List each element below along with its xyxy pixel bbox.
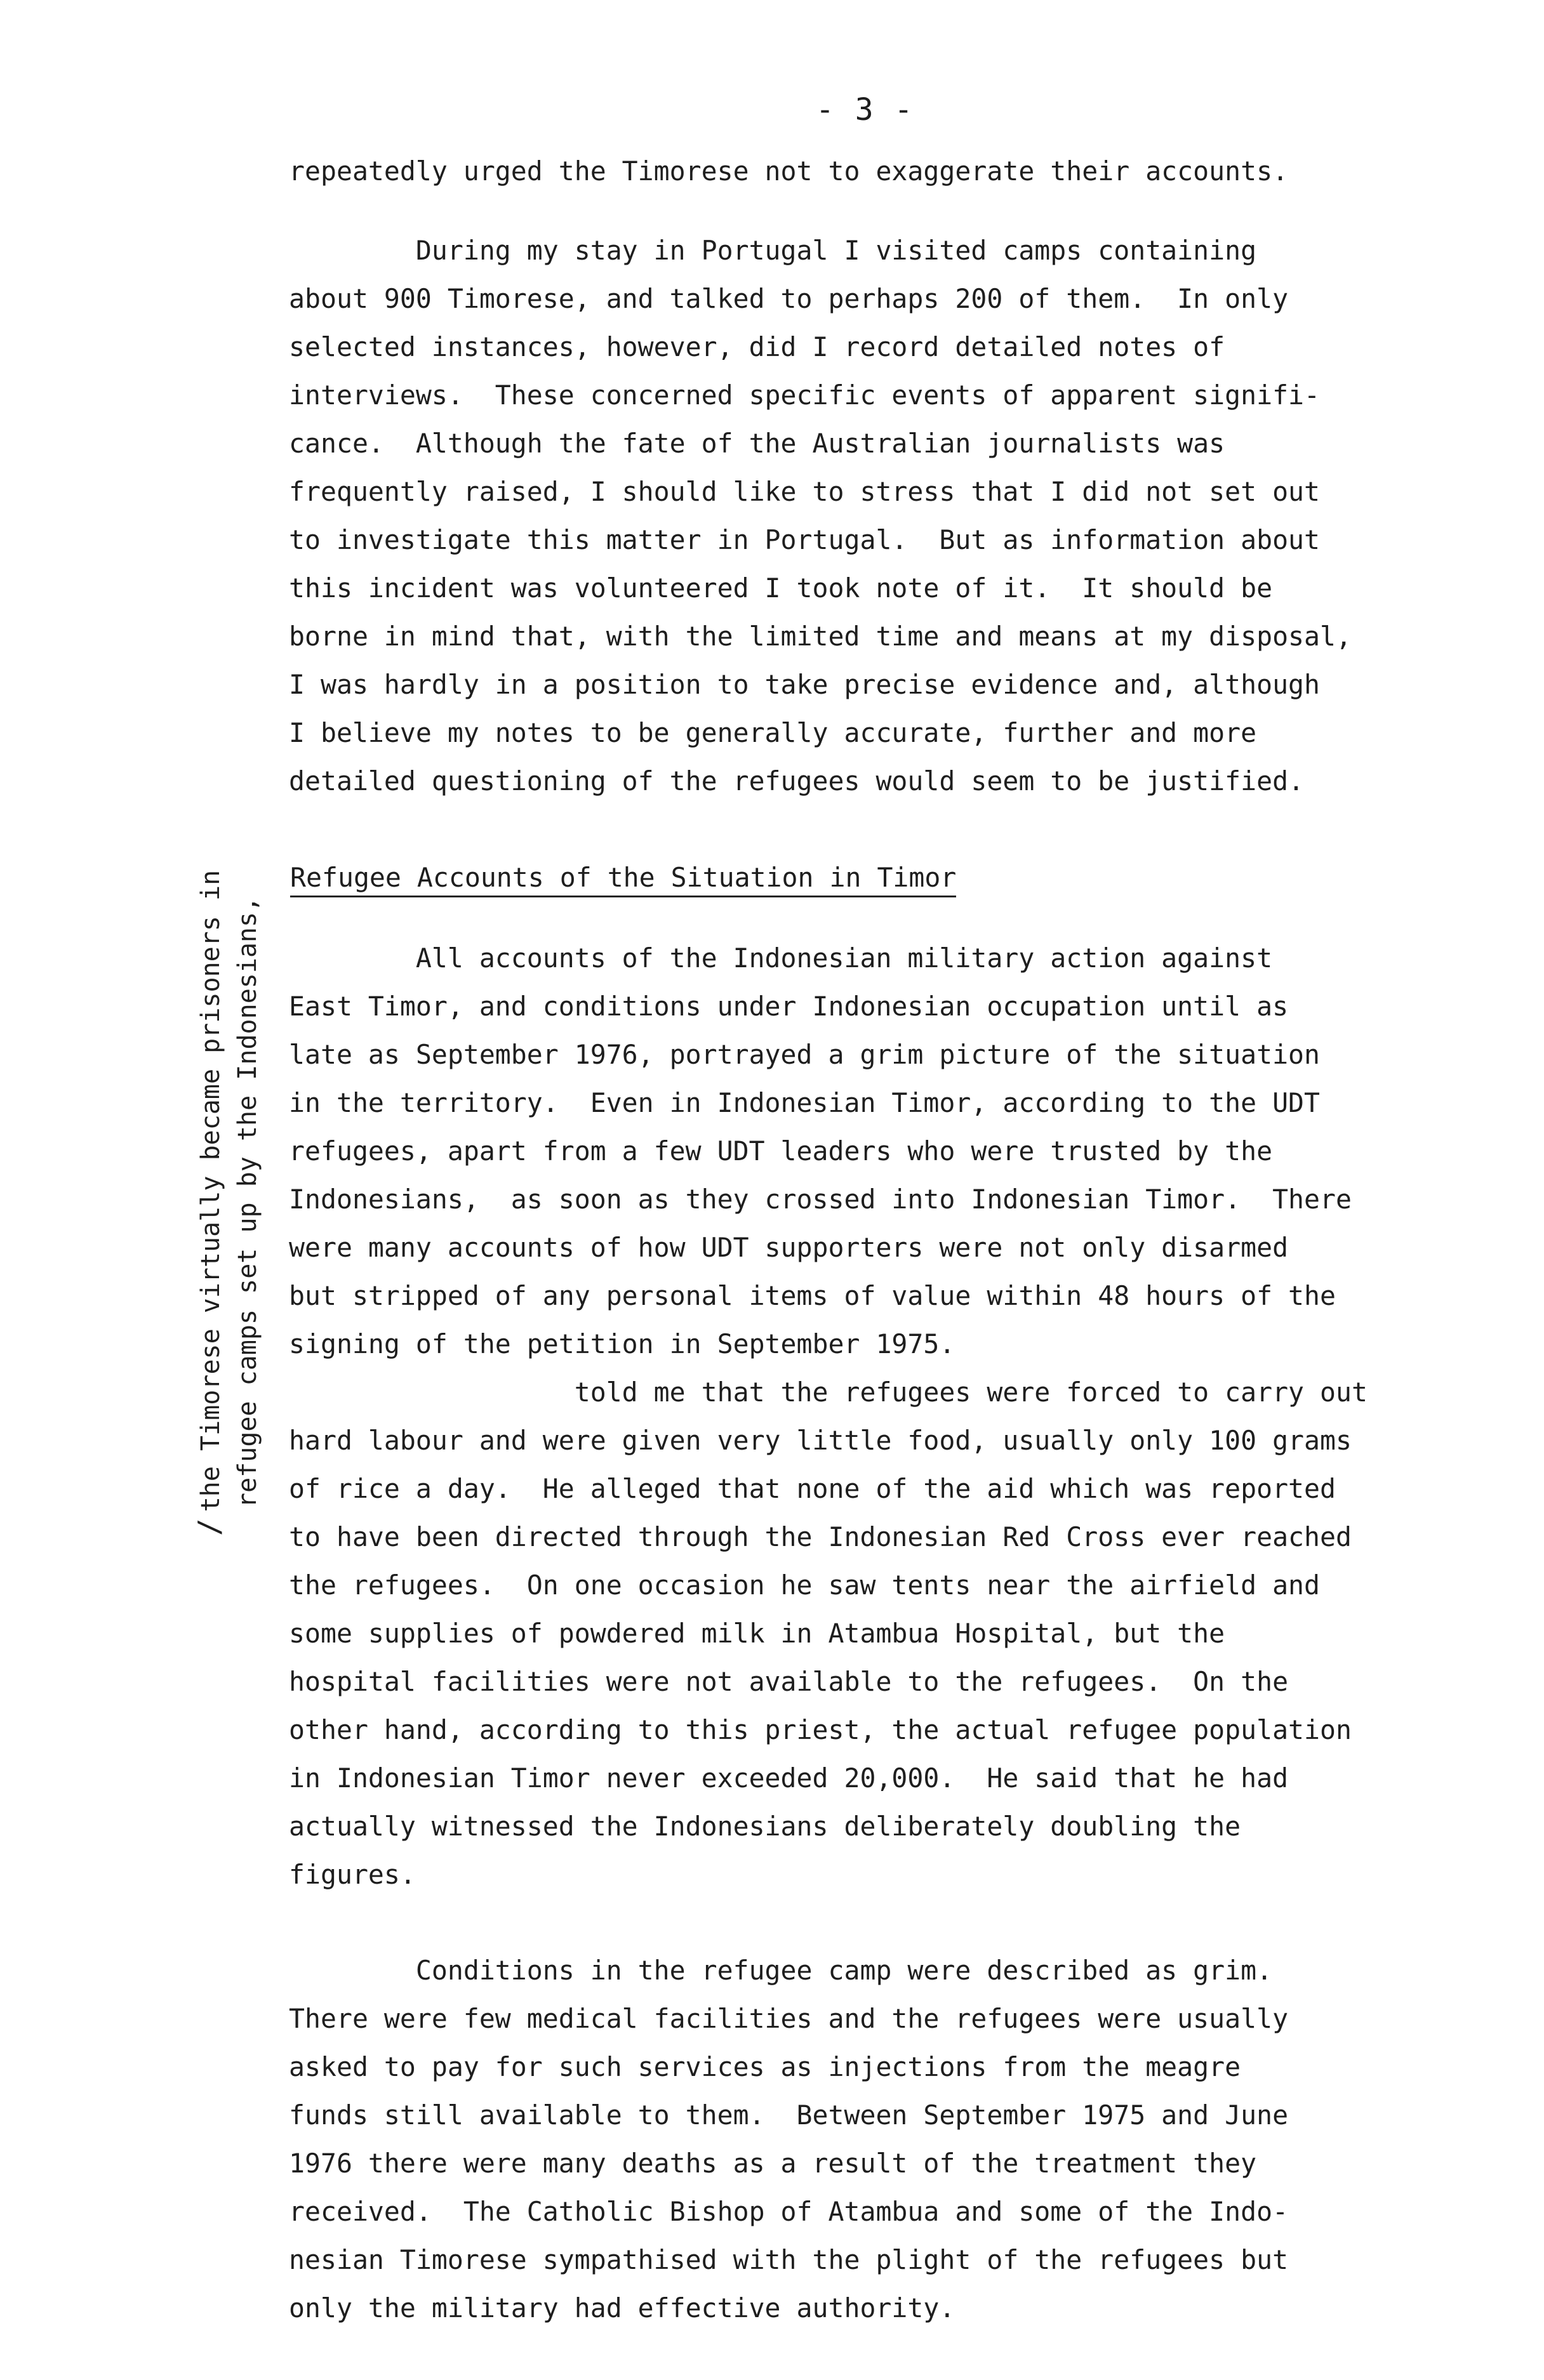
text-line: in Indonesian Timor never exceeded 20,000. He said that he had xyxy=(289,1762,1289,1794)
text-line: only the military had effective authority. xyxy=(289,2292,955,2324)
text-line: figures. xyxy=(289,1859,416,1890)
text-line: There were few medical facilities and the refugees were usually xyxy=(289,2003,1289,2034)
intro-line: repeatedly urged the Timorese not to exaggerate their accounts. xyxy=(289,155,1289,187)
text-line: signing of the petition in September 1975. xyxy=(289,1328,955,1359)
text-line: asked to pay for such services as injections from the meagre xyxy=(289,2051,1241,2082)
text-line: I was hardly in a position to take precise evidence and, although xyxy=(289,669,1321,700)
text-line: late as September 1976, portrayed a grim picture of the situation xyxy=(289,1039,1321,1070)
text-line: funds still available to them. Between September 1975 and June xyxy=(289,2099,1289,2131)
text-line: Indonesians, as soon as they crossed into Indonesian Timor. There xyxy=(289,1184,1352,1215)
page-number: - 3 - xyxy=(816,92,914,128)
insertion-mark: / xyxy=(192,1518,226,1536)
text-line: detailed questioning of the refugees would seem to be justified. xyxy=(289,765,1305,797)
text-line: to have been directed through the Indonesian Red Cross ever reached xyxy=(289,1521,1352,1552)
text-line: frequently raised, I should like to stress that I did not set out xyxy=(289,476,1321,507)
text-line: Conditions in the refugee camp were described as grim. xyxy=(289,1955,1273,1986)
section-heading: Refugee Accounts of the Situation in Timor xyxy=(290,862,956,897)
text-line: During my stay in Portugal I visited camps containing xyxy=(289,235,1257,266)
text-line: to investigate this matter in Portugal. But as information about xyxy=(289,524,1321,555)
text-line: hard labour and were given very little food, usually only 100 grams xyxy=(289,1425,1352,1456)
text-line: in the territory. Even in Indonesian Timor, according to the UDT xyxy=(289,1087,1321,1118)
text-line: but stripped of any personal items of value within 48 hours of the xyxy=(289,1280,1336,1311)
margin-annotation-line-1: /the Timorese virtually became prisoners in xyxy=(192,869,226,1536)
margin-annotation-line-2: refugee camps set up by the Indonesians, xyxy=(233,896,262,1508)
text-line: actually witnessed the Indonesians deliberately doubling the xyxy=(289,1811,1241,1842)
text-line: of rice a day. He alleged that none of the aid which was reported xyxy=(289,1473,1336,1504)
text-line: All accounts of the Indonesian military action against xyxy=(289,942,1273,974)
text-line: about 900 Timorese, and talked to perhaps 200 of them. In only xyxy=(289,283,1289,314)
text-line: this incident was volunteered I took note of it. It should be xyxy=(289,572,1273,604)
text-line: were many accounts of how UDT supporters were not only disarmed xyxy=(289,1232,1289,1263)
text-line: told me that the refugees were forced to carry out xyxy=(289,1377,1368,1408)
text-line: I believe my notes to be generally accurate, further and more xyxy=(289,717,1257,748)
text-line: 1976 there were many deaths as a result of the treatment they xyxy=(289,2148,1257,2179)
text-line: cance. Although the fate of the Australian journalists was xyxy=(289,428,1225,459)
text-line: the refugees. On one occasion he saw tents near the airfield and xyxy=(289,1570,1321,1601)
text-line: selected instances, however, did I record detailed notes of xyxy=(289,331,1225,362)
text-line: East Timor, and conditions under Indonesian occupation until as xyxy=(289,991,1289,1022)
text-line: interviews. These concerned specific events of apparent signifi- xyxy=(289,380,1321,411)
text-line: other hand, according to this priest, the actual refugee population xyxy=(289,1714,1352,1745)
margin-annotation xyxy=(190,711,266,1536)
text-line: borne in mind that, with the limited time and means at my disposal, xyxy=(289,621,1352,652)
text-line: some supplies of powdered milk in Atambua Hospital, but the xyxy=(289,1618,1225,1649)
text-line: received. The Catholic Bishop of Atambua and some of the Indo- xyxy=(289,2196,1289,2227)
text-line: hospital facilities were not available to the refugees. On the xyxy=(289,1666,1289,1697)
text-line: refugees, apart from a few UDT leaders who were trusted by the xyxy=(289,1135,1273,1167)
text-line: nesian Timorese sympathised with the plight of the refugees but xyxy=(289,2244,1289,2275)
